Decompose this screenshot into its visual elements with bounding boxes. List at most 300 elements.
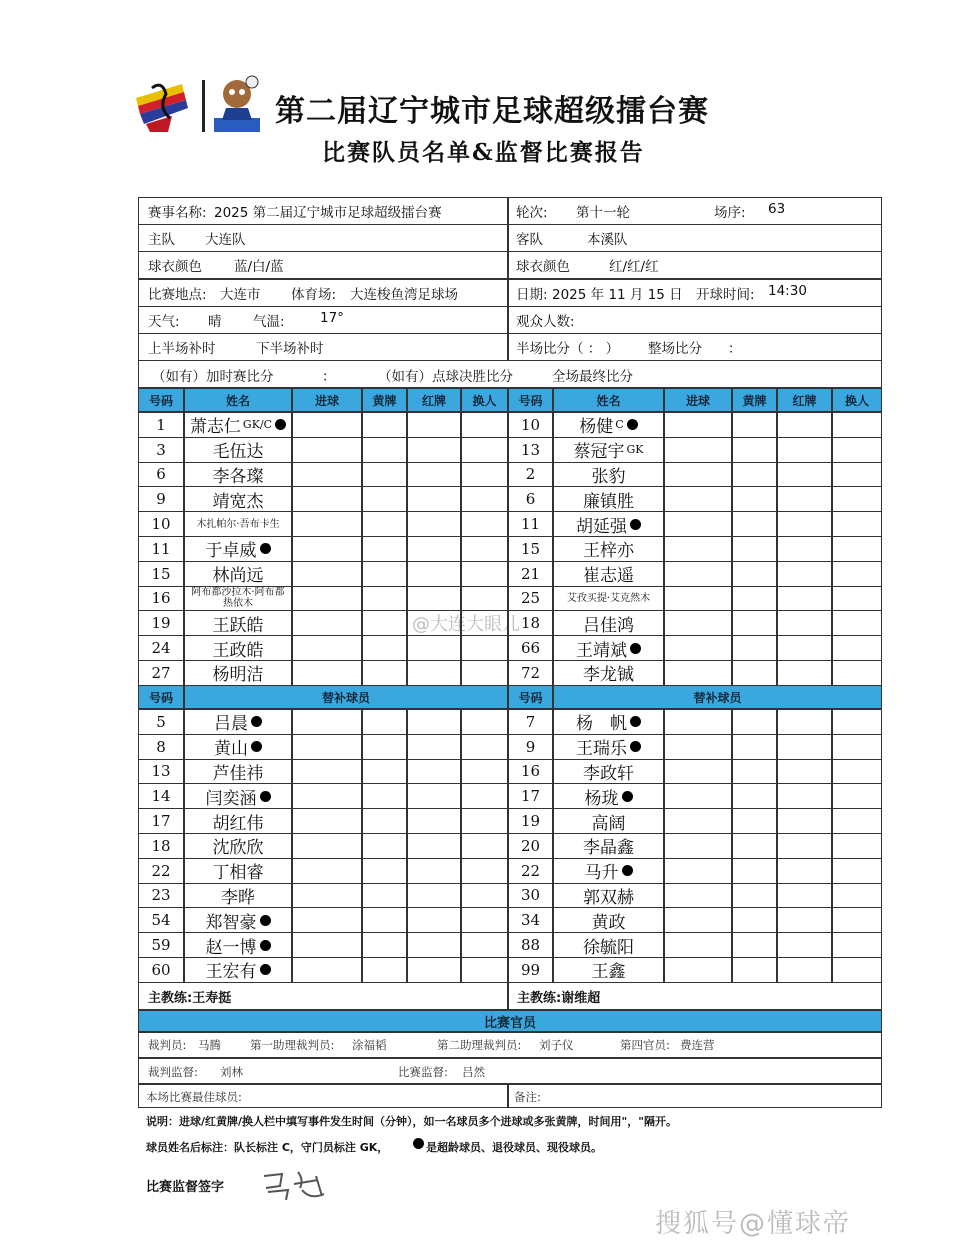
player-number: 3	[138, 437, 184, 463]
event-cell-yellow	[732, 511, 777, 537]
event-cell-sub	[832, 858, 882, 884]
assistant-referee-2-name: 刘子仪	[539, 1038, 574, 1052]
event-cell-yellow	[362, 883, 407, 909]
player-name-text: 王梓亦	[583, 541, 634, 562]
player-name-text: 王瑞乐	[576, 739, 627, 760]
event-cell-goal	[292, 462, 362, 488]
event-cell-sub	[461, 462, 508, 488]
event-cell-yellow	[732, 462, 777, 488]
mvp-label: 本场比赛最佳球员:	[146, 1090, 242, 1104]
event-cell-yellow	[362, 610, 407, 636]
venue-label: 比赛地点:	[148, 287, 207, 303]
note-line-1: 说明：进球/红黄牌/换人栏中填写事件发生时间（分钟），如一名球员多个进球或多张黄牌，时间用"，"隔开。	[146, 1115, 677, 1128]
player-number: 15	[508, 536, 553, 562]
column-header-yellow: 黄牌	[732, 388, 777, 412]
player-name-text: 王政皓	[212, 640, 264, 661]
event-cell-red	[407, 536, 461, 562]
player-name	[553, 907, 664, 933]
event-cell-goal	[292, 610, 362, 636]
player-name-text: 杨 帆	[576, 714, 627, 735]
referee-supervisor-label: 裁判监督:	[148, 1065, 198, 1079]
event-cell-sub	[832, 610, 882, 636]
player-name-text: 木扎帕尔·吾布卡生	[196, 518, 280, 530]
player-number: 15	[138, 561, 184, 587]
event-cell-yellow	[362, 783, 407, 809]
event-cell-red	[777, 462, 832, 488]
event-cell-red	[777, 858, 832, 884]
player-number: 13	[508, 437, 553, 463]
event-cell-yellow	[362, 586, 407, 612]
column-header-sub: 换人	[832, 388, 882, 412]
event-cell-sub	[461, 734, 508, 760]
player-number: 66	[508, 635, 553, 661]
date-value: 2025 年 11 月 15 日	[552, 287, 683, 303]
event-cell-yellow	[362, 808, 407, 834]
event-cell-sub	[832, 412, 882, 438]
player-name	[184, 660, 292, 686]
player-name-text: 王宏有	[205, 962, 257, 983]
over-age-marker-icon	[260, 940, 271, 951]
player-name	[553, 759, 664, 785]
column-header-name: 姓名	[553, 388, 664, 412]
player-name-text: 艾孜买提·艾克然木	[566, 592, 651, 604]
player-name-text: 吕晨	[214, 714, 248, 735]
over-age-marker-icon	[630, 716, 641, 727]
column-header-goal: 进球	[664, 388, 732, 412]
player-name	[553, 883, 664, 909]
match-supervisor-label: 比赛监督:	[398, 1065, 448, 1079]
player-number: 30	[508, 883, 553, 909]
event-cell-sub	[461, 586, 508, 612]
event-cell-yellow	[362, 561, 407, 587]
player-name	[184, 635, 292, 661]
event-cell-red	[407, 462, 461, 488]
away-kit-value: 红/红/红	[609, 259, 659, 275]
player-number: 54	[138, 907, 184, 933]
event-cell-sub	[832, 833, 882, 859]
assistant-referee-1-name: 涂福韬	[352, 1038, 387, 1052]
player-name-text: 崔志遥	[583, 566, 634, 587]
player-tag: C	[615, 418, 624, 432]
player-number: 59	[138, 932, 184, 958]
player-name-text: 靖宽杰	[212, 491, 264, 512]
event-cell-red	[777, 610, 832, 636]
player-number: 14	[138, 783, 184, 809]
column-header-no: 号码	[508, 685, 553, 709]
date-label: 日期:	[516, 287, 548, 303]
player-number: 2	[508, 462, 553, 488]
event-cell-red	[777, 833, 832, 859]
event-cell-red	[407, 511, 461, 537]
column-header-yellow: 黄牌	[362, 388, 407, 412]
referee-label: 裁判员:	[148, 1038, 187, 1052]
penalty-label: （如有）点球决胜比分	[378, 369, 513, 385]
event-cell-goal	[664, 412, 732, 438]
player-number: 60	[138, 957, 184, 983]
event-cell-yellow	[732, 783, 777, 809]
event-cell-yellow	[732, 437, 777, 463]
player-name	[184, 486, 292, 512]
over-age-marker-icon	[251, 741, 262, 752]
assistant-referee-2-label: 第二助理裁判员:	[437, 1038, 522, 1052]
event-cell-sub	[461, 486, 508, 512]
event-cell-sub	[461, 783, 508, 809]
player-name	[553, 610, 664, 636]
player-name-text: 高阔	[591, 813, 626, 834]
player-name	[184, 833, 292, 859]
event-cell-yellow	[732, 833, 777, 859]
player-name	[184, 437, 292, 463]
event-cell-sub	[461, 412, 508, 438]
player-name	[553, 586, 664, 612]
player-name	[184, 957, 292, 983]
player-number: 16	[138, 586, 184, 612]
event-cell-yellow	[732, 808, 777, 834]
home-team-label: 主队	[148, 232, 175, 248]
remarks-cell	[508, 1084, 882, 1108]
event-cell-yellow	[362, 412, 407, 438]
event-cell-yellow	[732, 561, 777, 587]
player-name	[553, 833, 664, 859]
event-cell-yellow	[732, 858, 777, 884]
column-header-sub: 换人	[461, 388, 508, 412]
player-number: 13	[138, 759, 184, 785]
event-cell-yellow	[732, 586, 777, 612]
event-cell-red	[407, 709, 461, 735]
event-cell-sub	[461, 907, 508, 933]
event-cell-sub	[461, 883, 508, 909]
event-cell-sub	[461, 759, 508, 785]
player-number: 10	[138, 511, 184, 537]
event-cell-red	[777, 412, 832, 438]
player-name-text: 王跃皓	[212, 615, 264, 636]
event-cell-goal	[292, 808, 362, 834]
event-cell-red	[407, 561, 461, 587]
over-age-marker-icon	[630, 741, 641, 752]
event-cell-red	[407, 412, 461, 438]
event-cell-sub	[832, 586, 882, 612]
extra-time-label: （如有）加时赛比分	[152, 369, 274, 385]
event-cell-goal	[292, 511, 362, 537]
round-value: 第十一轮	[576, 205, 630, 221]
player-name-text: 王靖斌	[576, 640, 627, 661]
event-cell-goal	[664, 561, 732, 587]
fourth-official-name: 费连营	[680, 1038, 715, 1052]
player-name-text: 赵一博	[205, 937, 257, 958]
page-title: 第二届辽宁城市足球超级擂台赛	[275, 94, 709, 129]
player-name-text: 廉镇胜	[583, 491, 634, 512]
info-cell-left	[138, 224, 508, 252]
event-cell-goal	[292, 709, 362, 735]
player-name-text: 郭双赫	[583, 888, 634, 908]
event-cell-yellow	[362, 511, 407, 537]
player-name	[553, 561, 664, 587]
home-kit-label: 球衣颜色	[148, 259, 202, 275]
away-team-label: 客队	[516, 232, 543, 248]
event-cell-red	[407, 437, 461, 463]
event-cell-sub	[832, 808, 882, 834]
player-name	[553, 660, 664, 686]
event-cell-red	[777, 586, 832, 612]
player-name	[184, 412, 292, 438]
temperature-label: 气温:	[253, 314, 285, 330]
over-age-marker-icon	[260, 964, 271, 975]
match-no-label: 场序:	[714, 205, 746, 221]
player-number: 19	[138, 610, 184, 636]
event-cell-yellow	[362, 486, 407, 512]
column-header-red: 红牌	[777, 388, 832, 412]
event-cell-yellow	[732, 660, 777, 686]
player-name-text: 蔡冠宇	[573, 442, 625, 463]
event-cell-sub	[461, 858, 508, 884]
player-number: 99	[508, 957, 553, 983]
over-age-marker-icon	[260, 915, 271, 926]
event-cell-red	[777, 783, 832, 809]
event-cell-red	[407, 660, 461, 686]
player-name	[553, 709, 664, 735]
over-age-marker-icon	[251, 716, 262, 727]
column-header-no: 号码	[138, 388, 184, 412]
player-name	[553, 536, 664, 562]
player-name-text: 芦佳祎	[212, 764, 264, 784]
event-cell-red	[407, 783, 461, 809]
event-cell-goal	[664, 536, 732, 562]
player-name-text: 李政轩	[583, 764, 634, 784]
event-cell-sub	[461, 660, 508, 686]
player-number: 18	[508, 610, 553, 636]
player-name-text: 闫奕涵	[205, 788, 257, 809]
event-cell-yellow	[362, 635, 407, 661]
event-cell-sub	[461, 808, 508, 834]
event-cell-sub	[832, 635, 882, 661]
watermark-center: @大连大眼儿	[412, 614, 520, 635]
note-line-2-continued: 是超龄球员、退役球员、现役球员。	[426, 1141, 602, 1154]
officials-header: 比赛官员	[138, 1010, 882, 1032]
event-cell-sub	[461, 437, 508, 463]
event-cell-goal	[292, 412, 362, 438]
event-cell-red	[407, 586, 461, 612]
away-kit-label: 球衣颜色	[516, 259, 570, 275]
player-name	[184, 734, 292, 760]
away-coach: 主教练:谢维超	[508, 982, 882, 1010]
player-name-text: 黄山	[214, 739, 248, 760]
player-number: 1	[138, 412, 184, 438]
player-name	[184, 907, 292, 933]
player-name-text: 李晶鑫	[583, 838, 634, 859]
event-cell-red	[407, 734, 461, 760]
player-number: 19	[508, 808, 553, 834]
event-cell-sub	[832, 932, 882, 958]
event-cell-yellow	[362, 462, 407, 488]
event-cell-goal	[664, 511, 732, 537]
over-age-marker-icon	[627, 419, 638, 430]
referee-supervisor-name: 刘林	[220, 1065, 243, 1079]
player-name	[553, 486, 664, 512]
fourth-official-label: 第四官员:	[620, 1038, 670, 1052]
event-cell-goal	[292, 883, 362, 909]
event-cell-red	[777, 709, 832, 735]
event-cell-sub	[832, 660, 882, 686]
away-team-value: 本溪队	[587, 232, 628, 248]
event-cell-goal	[292, 858, 362, 884]
event-cell-goal	[664, 635, 732, 661]
event-cell-goal	[292, 932, 362, 958]
player-name-text: 萧志仁	[189, 417, 241, 438]
half-time-score-label: 半场比分（ ： ）	[516, 341, 620, 357]
event-cell-sub	[461, 635, 508, 661]
event-cell-goal	[292, 957, 362, 983]
player-name-text: 胡红伟	[212, 813, 264, 834]
event-cell-goal	[292, 437, 362, 463]
event-cell-yellow	[732, 883, 777, 909]
remarks-label: 备注:	[514, 1090, 541, 1104]
player-name-text: 王鑫	[591, 962, 626, 983]
event-label: 赛事名称:	[148, 205, 207, 221]
over-age-marker-icon	[260, 791, 271, 802]
player-name	[184, 462, 292, 488]
event-cell-goal	[292, 586, 362, 612]
player-number: 18	[138, 833, 184, 859]
event-cell-yellow	[362, 709, 407, 735]
event-cell-goal	[664, 833, 732, 859]
column-header-no: 号码	[508, 388, 553, 412]
event-cell-sub	[832, 462, 882, 488]
player-name	[553, 734, 664, 760]
event-cell-sub	[832, 957, 882, 983]
event-cell-sub	[832, 437, 882, 463]
event-cell-goal	[292, 833, 362, 859]
info-cell-right	[508, 197, 882, 225]
second-half-stoppage-label: 下半场补时	[256, 341, 324, 357]
player-number: 9	[508, 734, 553, 760]
venue-value: 大连市	[220, 287, 261, 303]
over-age-marker-icon	[622, 865, 633, 876]
player-number: 11	[508, 511, 553, 537]
event-cell-goal	[292, 783, 362, 809]
event-cell-yellow	[732, 709, 777, 735]
player-name	[184, 610, 292, 636]
event-cell-goal	[664, 586, 732, 612]
player-name	[553, 858, 664, 884]
player-name	[184, 858, 292, 884]
player-name-text: 张豹	[591, 467, 626, 487]
event-cell-sub	[461, 709, 508, 735]
assistant-referee-1-label: 第一助理裁判员:	[250, 1038, 335, 1052]
event-cell-red	[407, 486, 461, 512]
home-team-value: 大连队	[205, 232, 246, 248]
event-cell-sub	[832, 486, 882, 512]
note-line-2: 球员姓名后标注：队长标注 C，守门员标注 GK，	[146, 1141, 389, 1154]
first-half-stoppage-label: 上半场补时	[148, 341, 216, 357]
stadium-value: 大连梭鱼湾足球场	[350, 287, 458, 303]
player-number: 21	[508, 561, 553, 587]
player-name-text: 李晔	[221, 888, 255, 908]
event-cell-goal	[292, 907, 362, 933]
page-subtitle: 比赛队员名单&监督比赛报告	[322, 139, 645, 166]
event-cell-red	[407, 883, 461, 909]
event-cell-goal	[664, 783, 732, 809]
event-cell-goal	[664, 957, 732, 983]
player-number: 6	[508, 486, 553, 512]
event-cell-sub	[832, 783, 882, 809]
player-tag: GK	[626, 443, 644, 457]
event-cell-goal	[664, 437, 732, 463]
player-name	[184, 759, 292, 785]
event-cell-red	[777, 486, 832, 512]
player-number: 8	[138, 734, 184, 760]
event-cell-goal	[292, 635, 362, 661]
event-cell-yellow	[362, 734, 407, 760]
event-cell-goal	[664, 759, 732, 785]
over-age-marker-icon	[413, 1138, 424, 1149]
event-cell-red	[407, 759, 461, 785]
event-cell-goal	[664, 858, 732, 884]
player-name	[553, 462, 664, 488]
kickoff-label: 开球时间:	[696, 287, 755, 303]
column-header-no: 号码	[138, 685, 184, 709]
player-name-text: 杨珑	[584, 788, 619, 809]
event-cell-red	[777, 883, 832, 909]
event-cell-red	[777, 759, 832, 785]
event-cell-goal	[664, 808, 732, 834]
event-cell-red	[407, 858, 461, 884]
player-name	[184, 511, 292, 537]
event-cell-yellow	[362, 437, 407, 463]
league-logo-icon	[132, 78, 190, 134]
event-cell-red	[407, 932, 461, 958]
final-score-label: 全场最终比分	[552, 369, 633, 385]
player-name	[553, 808, 664, 834]
player-number: 5	[138, 709, 184, 735]
event-cell-sub	[461, 833, 508, 859]
player-name	[184, 709, 292, 735]
player-name-text: 毛伍达	[212, 442, 264, 463]
player-name	[553, 412, 664, 438]
event-cell-sub	[461, 957, 508, 983]
player-number: 11	[138, 536, 184, 562]
event-cell-goal	[664, 734, 732, 760]
event-cell-red	[777, 561, 832, 587]
event-cell-sub	[832, 536, 882, 562]
player-name-text: 于卓威	[205, 541, 257, 562]
signature-label: 比赛监督签字	[146, 1180, 225, 1195]
full-time-score-separator: ：	[728, 341, 742, 357]
player-name	[553, 437, 664, 463]
event-cell-yellow	[362, 660, 407, 686]
over-age-marker-icon	[275, 419, 286, 430]
event-cell-yellow	[732, 907, 777, 933]
event-cell-red	[407, 907, 461, 933]
event-cell-goal	[664, 709, 732, 735]
player-number: 9	[138, 486, 184, 512]
event-cell-sub	[832, 883, 882, 909]
player-name	[184, 586, 292, 612]
player-name	[553, 783, 664, 809]
stadium-label: 体育场:	[291, 287, 337, 303]
player-name-text: 沈欣欣	[212, 838, 264, 859]
event-cell-goal	[292, 536, 362, 562]
player-name-text: 吕佳鸿	[583, 615, 634, 636]
player-name-text: 林尚远	[212, 566, 264, 587]
event-cell-yellow	[362, 833, 407, 859]
column-header-name: 姓名	[184, 388, 292, 412]
event-cell-red	[777, 536, 832, 562]
over-age-marker-icon	[260, 543, 271, 554]
event-cell-red	[777, 907, 832, 933]
player-name	[184, 883, 292, 909]
match-supervisor-name: 吕然	[462, 1065, 485, 1079]
supervisors-row	[138, 1058, 882, 1084]
